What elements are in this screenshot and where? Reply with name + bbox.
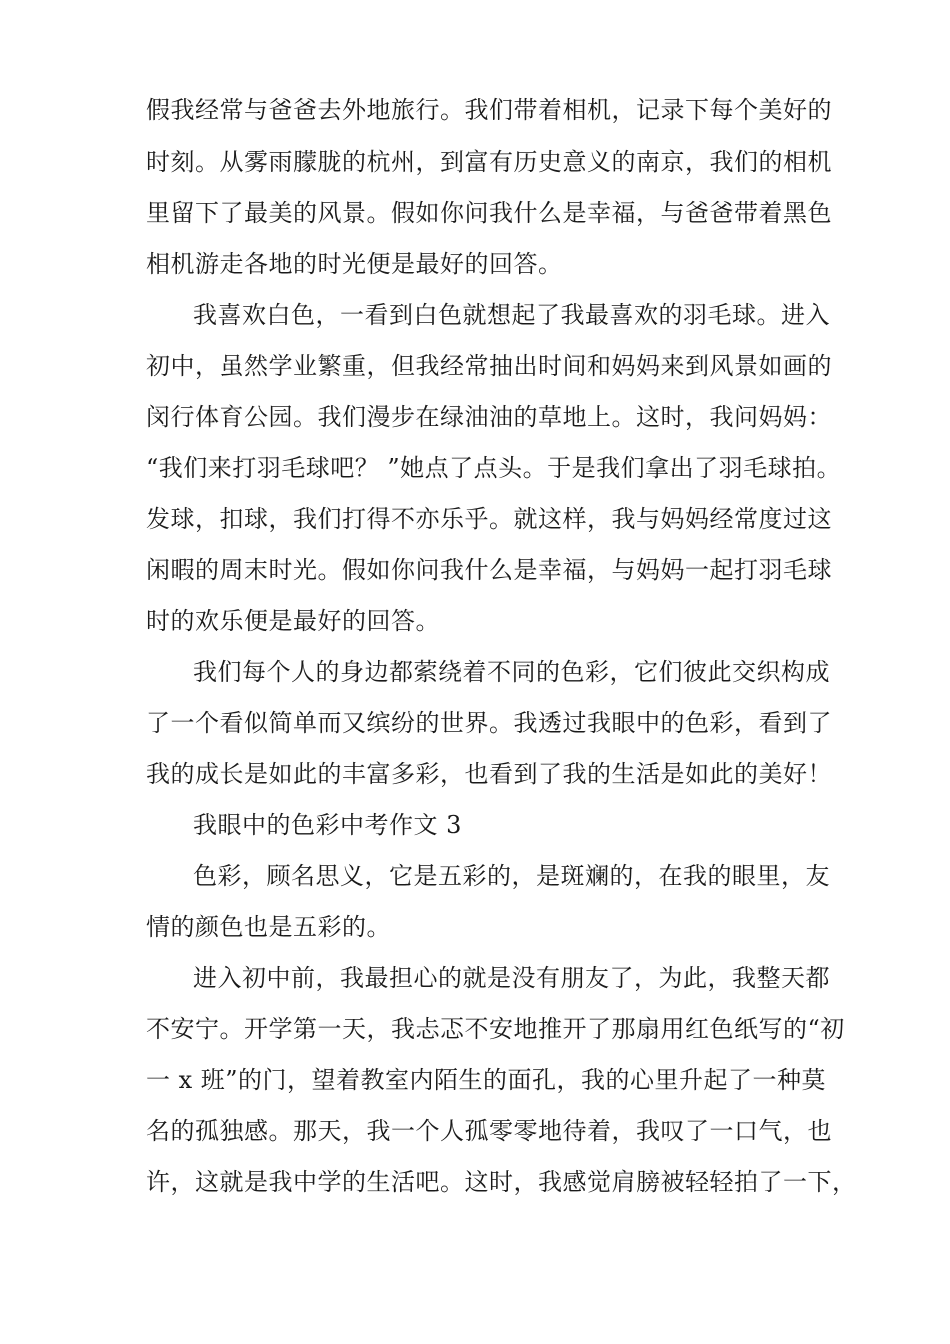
text-line: 相机游走各地的时光便是最好的回答。	[146, 250, 563, 278]
text-line: 我的成长是如此的丰富多彩，也看到了我的生活是如此的美好！	[146, 760, 832, 788]
text-line: 假我经常与爸爸去外地旅行。我们带着相机，记录下每个美好的	[146, 96, 832, 124]
text-line: “我们来打羽毛球吧？ ”她点了点头。于是我们拿出了羽毛球拍。	[146, 454, 842, 482]
text-line: 闵行体育公园。我们漫步在绿油油的草地上。这时，我问妈妈：	[146, 403, 832, 431]
paragraph-first-line: 我们每个人的身边都萦绕着不同的色彩，它们彼此交织构成	[193, 658, 830, 686]
paragraph-first-line: 进入初中前，我最担心的就是没有朋友了，为此，我整天都	[193, 964, 830, 992]
text-line: 情的颜色也是五彩的。	[146, 913, 391, 941]
text-line: 了一个看似简单而又缤纷的世界。我透过我眼中的色彩，看到了	[146, 709, 832, 737]
text-line: 闲暇的周末时光。假如你问我什么是幸福，与妈妈一起打羽毛球	[146, 556, 832, 584]
text-line: 时刻。从雾雨朦胧的杭州，到富有历史意义的南京，我们的相机	[146, 148, 832, 176]
text-line: 名的孤独感。那天，我一个人孤零零地待着，我叹了一口气，也	[146, 1117, 832, 1145]
paragraph-first-line: 我喜欢白色，一看到白色就想起了我最喜欢的羽毛球。进入	[193, 301, 830, 329]
text-line: 初中，虽然学业繁重，但我经常抽出时间和妈妈来到风景如画的	[146, 352, 832, 380]
text-line: 里留下了最美的风景。假如你问我什么是幸福，与爸爸带着黑色	[146, 199, 832, 227]
text-line: 时的欢乐便是最好的回答。	[146, 607, 440, 635]
text-line: 一 x 班”的门，望着教室内陌生的面孔，我的心里升起了一种莫	[146, 1066, 827, 1094]
section-heading: 我眼中的色彩中考作文 3	[193, 811, 462, 839]
paragraph-first-line: 色彩，顾名思义，它是五彩的，是斑斓的，在我的眼里，友	[193, 862, 830, 890]
text-line: 许，这就是我中学的生活吧。这时，我感觉肩膀被轻轻拍了一下，	[146, 1168, 857, 1196]
text-line: 不安宁。开学第一天，我忐忑不安地推开了那扇用红色纸写的“初	[146, 1015, 845, 1043]
text-line: 发球，扣球，我们打得不亦乐乎。就这样，我与妈妈经常度过这	[146, 505, 832, 533]
